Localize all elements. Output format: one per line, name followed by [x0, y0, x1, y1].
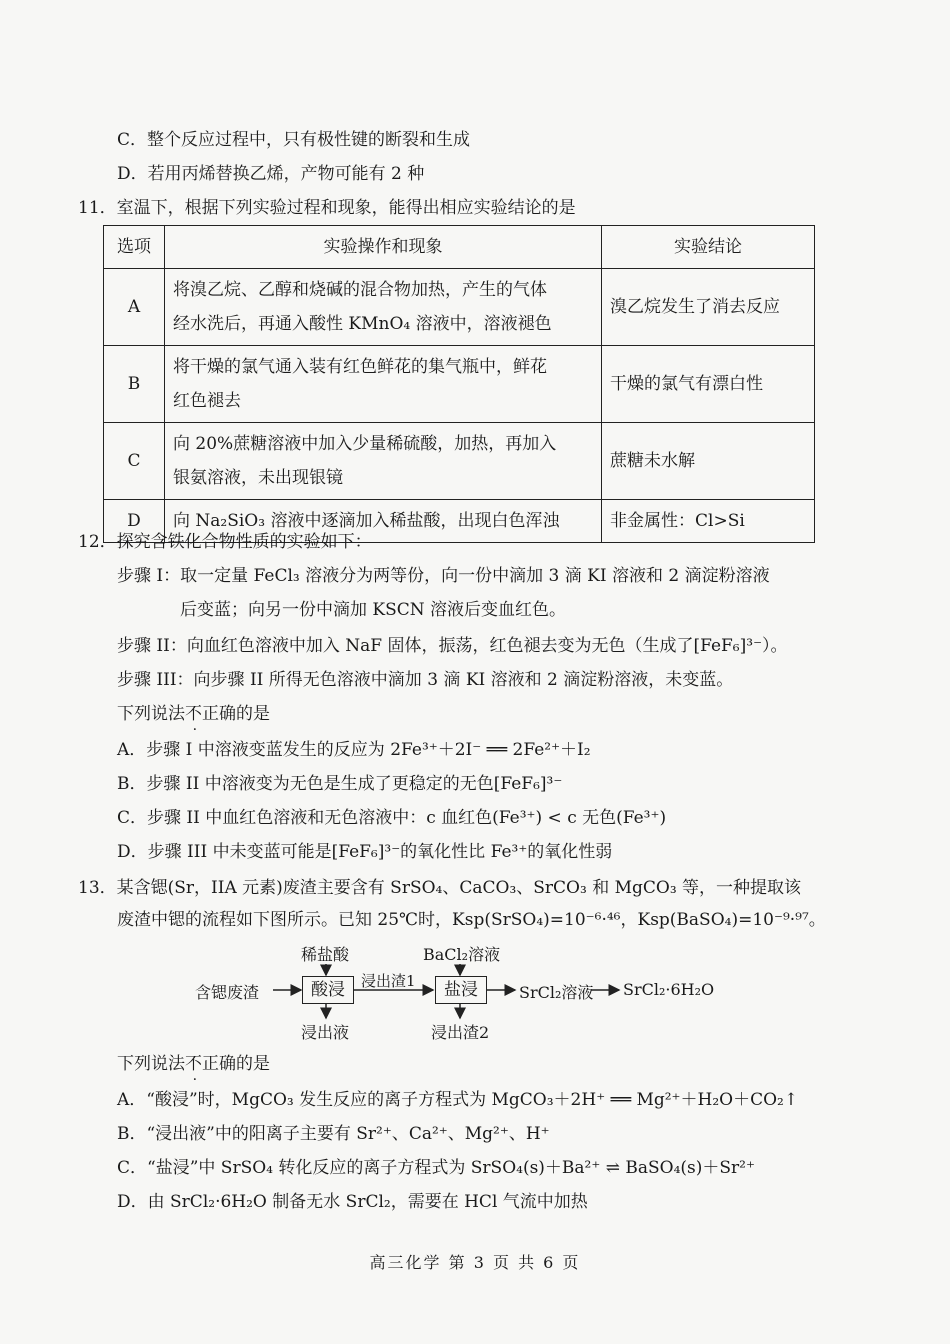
row-option: D: [104, 500, 165, 543]
q12-step3: 步骤 III：向步骤 II 所得无色溶液中滴加 3 滴 KI 溶液和 2 滴淀粉溶液，未变蓝。: [117, 670, 734, 690]
q10-option-c: C．整个反应过程中，只有极性键的断裂和生成: [117, 130, 471, 150]
page-footer: 高三化学 第 3 页 共 6 页: [369, 1253, 581, 1272]
row-conclusion: 溴乙烷发生了消去反应: [602, 269, 815, 346]
q13-stem: 13．某含锶(Sr，IIA 元素)废渣主要含有 SrSO₄、CaCO₃、SrCO₃ 和 MgCO₃ 等，一种提取该: [78, 878, 802, 898]
flow-output-1: 浸出液: [301, 1023, 350, 1042]
header-operation: 实验操作和现象: [165, 226, 602, 269]
q12-step1: 步骤 I：取一定量 FeCl₃ 溶液分为两等份，向一份中滴加 3 滴 KI 溶液和 2 滴淀粉溶液: [117, 566, 770, 586]
q11-stem: 11．室温下，根据下列实验过程和现象，能得出相应实验结论的是: [78, 198, 576, 218]
row-operation: 向 Na₂SiO₃ 溶液中逐滴加入稀盐酸，出现白色浑浊: [165, 500, 602, 543]
header-conclusion: 实验结论: [602, 226, 815, 269]
q13-option-c: C．“盐浸”中 SrSO₄ 转化反应的离子方程式为 SrSO₄(s)＋Ba²⁺ ⇌ BaSO₄(s)＋Sr²⁺: [117, 1158, 755, 1178]
row-option: B: [104, 346, 165, 423]
row-operation: [165, 346, 602, 423]
flow-reagent-1: 稀盐酸: [301, 945, 350, 964]
flow-box-salt-leach: 盐浸: [435, 976, 487, 1004]
q12-step2: 步骤 II：向血红色溶液中加入 NaF 固体，振荡，红色褪去变为无色（生成了[FeF₆]³⁻）。: [117, 636, 788, 656]
row-operation-line: 向 20%蔗糖溶液中加入少量稀硫酸，加热，再加入: [173, 434, 557, 454]
flow-product-1: SrCl₂溶液: [519, 983, 594, 1002]
row-conclusion: 干燥的氯气有漂白性: [602, 346, 815, 423]
row-option: A: [104, 269, 165, 346]
q13-option-b: B．“浸出液”中的阳离子主要有 Sr²⁺、Ca²⁺、Mg²⁺、H⁺: [117, 1124, 550, 1144]
row-operation-line: 将干燥的氯气通入装有红色鲜花的集气瓶中，鲜花: [173, 357, 547, 377]
q12-option-d: D．步骤 III 中未变蓝可能是[FeF₆]³⁻的氧化性比 Fe³⁺的氧化性弱: [117, 842, 613, 862]
q12-option-a: A．步骤 I 中溶液变蓝发生的反应为 2Fe³⁺＋2I⁻ ══ 2Fe²⁺＋I₂: [117, 740, 591, 760]
process-flow-diagram: [195, 938, 755, 1048]
flow-product-2: SrCl₂·6H₂O: [623, 980, 715, 999]
row-operation: [165, 269, 602, 346]
row-operation-line: 红色褪去: [173, 391, 241, 411]
row-operation: [165, 423, 602, 500]
q12-step1-cont: 后变蓝；向另一份中滴加 KSCN 溶液后变血红色。: [180, 600, 567, 620]
table-row: [104, 346, 815, 423]
flow-intermediate: 浸出渣1: [361, 972, 416, 990]
flow-input: 含锶废渣: [195, 983, 260, 1002]
row-operation-line: 经水洗后，再通入酸性 KMnO₄ 溶液中，溶液褪色: [173, 314, 552, 334]
q12-stem: 12．探究含铁化合物性质的实验如下：: [78, 532, 372, 552]
q12-option-b: B．步骤 II 中溶液变为无色是生成了更稳定的无色[FeF₆]³⁻: [117, 774, 563, 794]
q13-option-a: A．“酸浸”时，MgCO₃ 发生反应的离子方程式为 MgCO₃＋2H⁺ ══ Mg²⁺＋H₂O＋CO₂↑: [117, 1090, 799, 1110]
row-operation-line: 银氨溶液，未出现银镜: [173, 468, 343, 488]
table-header-row: [104, 226, 815, 269]
row-operation-line: 将溴乙烷、乙醇和烧碱的混合物加热，产生的气体: [173, 280, 547, 300]
table-row: [104, 423, 815, 500]
q10-option-d: D．若用丙烯替换乙烯，产物可能有 2 种: [117, 164, 425, 184]
row-conclusion: 蔗糖未水解: [602, 423, 815, 500]
q13-stem-cont: 废渣中锶的流程如下图所示。已知 25℃时，Ksp(SrSO₄)=10⁻⁶·⁴⁶，Ksp(BaSO₄)=10⁻⁹·⁹⁷。: [117, 910, 826, 930]
flow-reagent-2: BaCl₂溶液: [423, 945, 501, 964]
flow-box-acid-leach: 酸浸: [302, 976, 354, 1004]
header-option: 选项: [104, 226, 165, 269]
flow-output-2: 浸出渣2: [431, 1023, 490, 1042]
experiment-table: [103, 225, 815, 543]
q13-option-d: D．由 SrCl₂·6H₂O 制备无水 SrCl₂，需要在 HCl 气流中加热: [117, 1192, 588, 1212]
row-option: C: [104, 423, 165, 500]
row-conclusion: 非金属性：Cl>Si: [602, 500, 815, 543]
q12-ask: 下列说法不正确的是: [117, 704, 270, 724]
q13-ask: 下列说法不正确的是: [117, 1054, 270, 1074]
table-row: [104, 269, 815, 346]
q12-option-c: C．步骤 II 中血红色溶液和无色溶液中：c 血红色(Fe³⁺) < c 无色(Fe³⁺): [117, 808, 667, 828]
